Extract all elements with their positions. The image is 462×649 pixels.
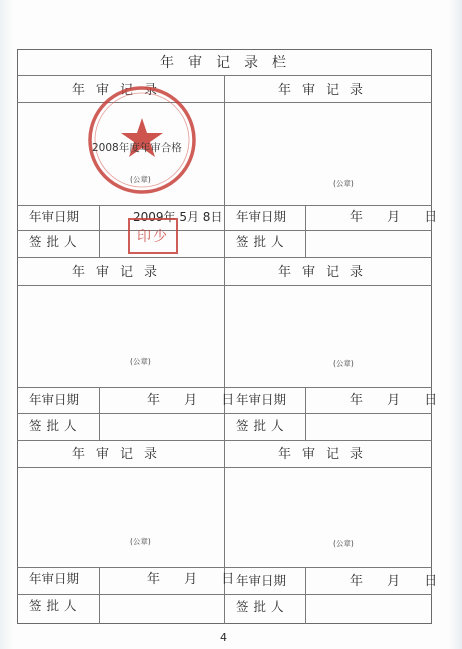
record-header-1: 年审记录 xyxy=(72,83,169,98)
review-date-label-4: 年审日期 xyxy=(236,392,287,407)
record-header-3: 年审记录 xyxy=(72,265,169,280)
review-date-value-1: 2009年 5月 8日 xyxy=(133,210,223,224)
label-divider xyxy=(305,387,306,440)
label-divider xyxy=(99,567,100,624)
approver-label-1: 签批人 xyxy=(29,234,82,249)
review-date-label-6: 年审日期 xyxy=(236,573,287,588)
label-divider xyxy=(305,567,306,624)
seal-label-5: (公章) xyxy=(130,537,151,546)
label-divider xyxy=(99,387,100,440)
label-divider xyxy=(99,205,100,257)
approver-label-5: 签批人 xyxy=(29,598,82,613)
review-date-value-5: 年 月 日 xyxy=(147,572,245,587)
approver-label-6: 签批人 xyxy=(236,599,289,614)
record-header-5: 年审记录 xyxy=(72,447,169,462)
review-date-value-2: 年 月 日 xyxy=(350,210,448,225)
seal-label-3: (公章) xyxy=(130,357,151,366)
approver-label-2: 签批人 xyxy=(236,234,289,249)
review-date-label-5: 年审日期 xyxy=(29,571,80,586)
review-date-value-4: 年 月 日 xyxy=(350,393,448,408)
seal-label-2: (公章) xyxy=(333,179,354,188)
seal-label-4: (公章) xyxy=(333,359,354,368)
column-divider xyxy=(224,75,225,624)
record-header-4: 年审记录 xyxy=(278,265,375,280)
review-date-label-1: 年审日期 xyxy=(29,209,80,224)
review-date-value-3: 年 月 日 xyxy=(147,393,245,408)
seal-label-1: (公章) xyxy=(130,175,151,184)
approver-label-3: 签批人 xyxy=(29,418,82,433)
record-header-2: 年审记录 xyxy=(278,83,375,98)
approver-label-4: 签批人 xyxy=(236,418,289,433)
approval-stamp-text: 2008年度年审合格 xyxy=(92,142,182,154)
page-title: 年审记录栏 xyxy=(160,55,300,71)
personal-seal-icon: 印少 xyxy=(128,218,178,254)
review-date-value-6: 年 月 日 xyxy=(350,574,448,589)
page-number: 4 xyxy=(220,631,227,644)
review-date-label-2: 年审日期 xyxy=(236,209,287,224)
label-divider xyxy=(305,205,306,257)
record-header-6: 年审记录 xyxy=(278,447,375,462)
seal-label-6: (公章) xyxy=(333,539,354,548)
review-date-label-3: 年审日期 xyxy=(29,392,80,407)
